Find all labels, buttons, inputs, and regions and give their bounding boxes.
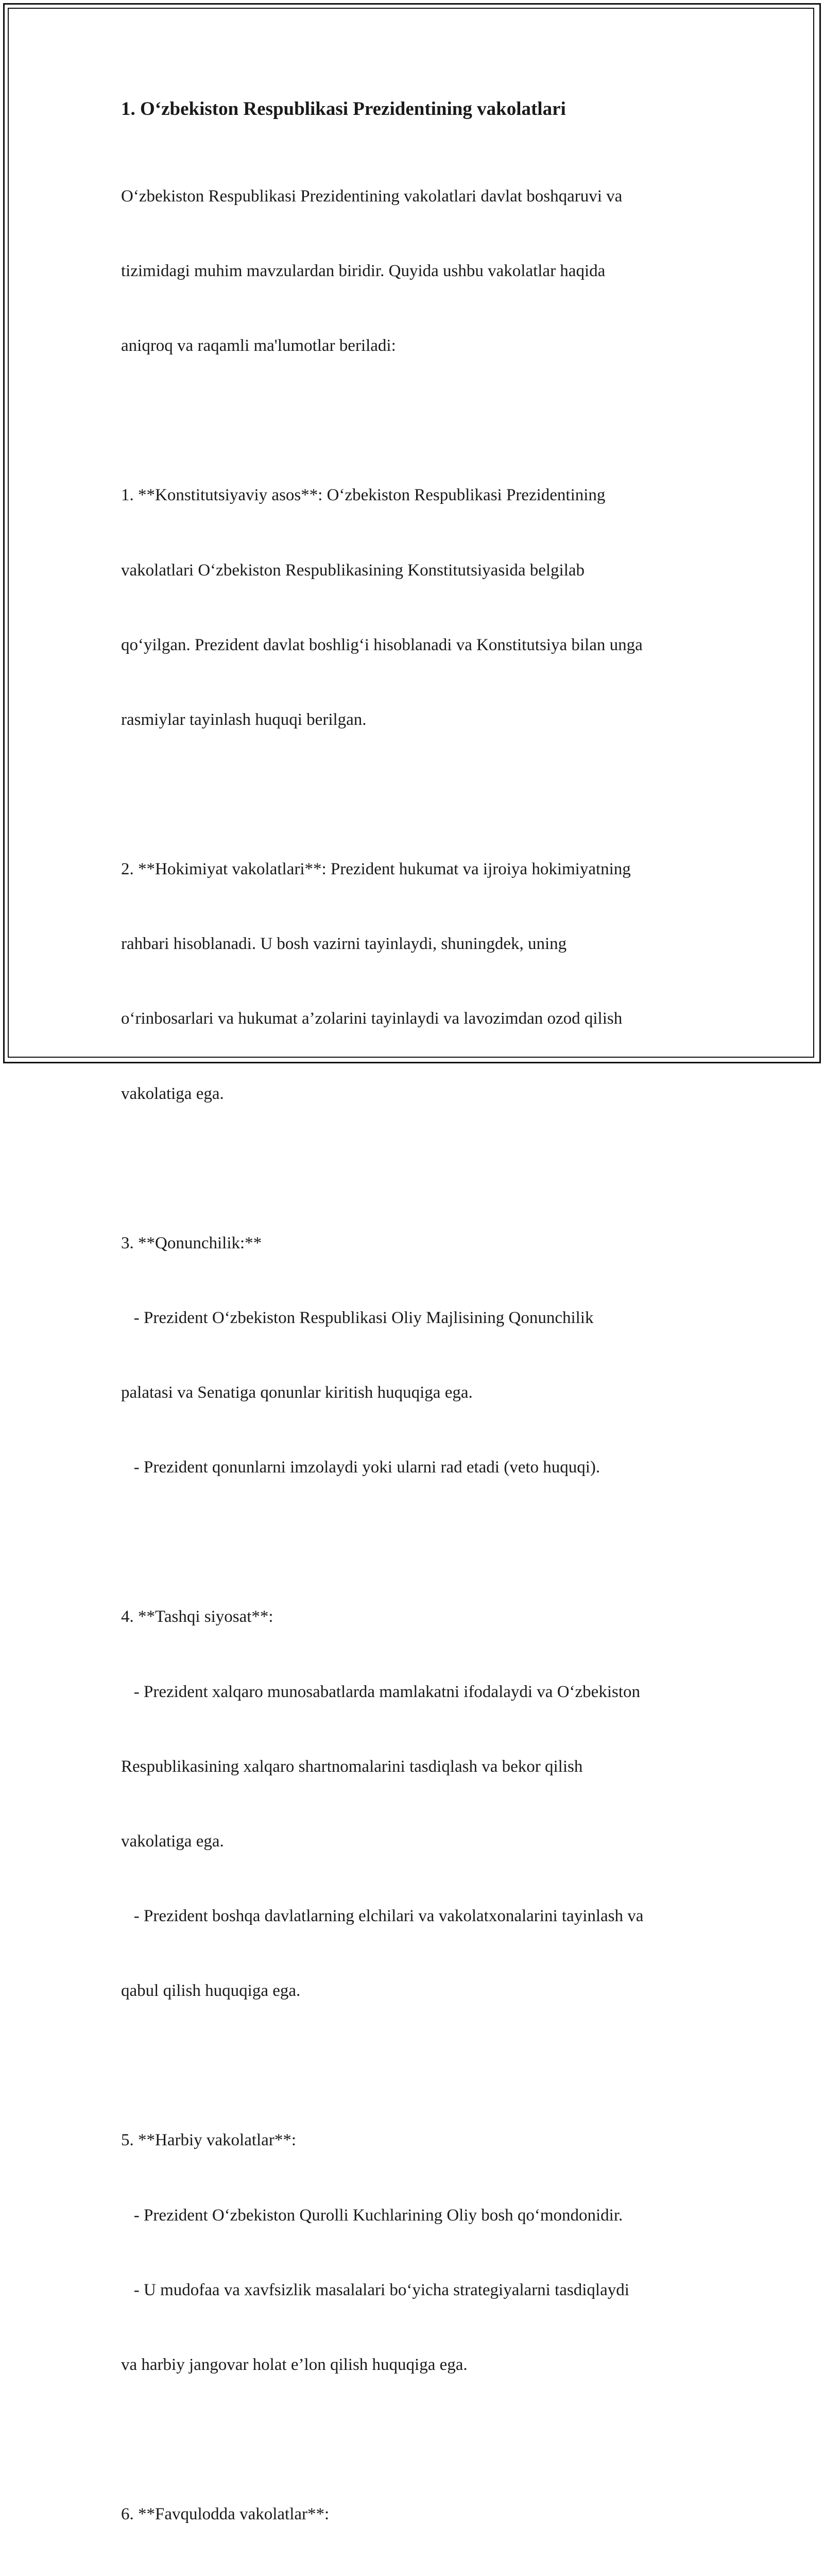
text-line: Respublikasining xalqaro shartnomalarini tasdiqlash va bekor qilish [121, 1757, 583, 1776]
item-constitutional-basis [121, 433, 713, 782]
text-line: - Prezident xalqaro munosabatlarda mamlakatni ifodalaydi va O‘zbekiston [121, 1682, 640, 1701]
item-military-powers [121, 2078, 713, 2428]
text-line: O‘zbekiston Respublikasi Prezidentining vakolatlari davlat boshqaruvi va [121, 187, 623, 206]
text-line: - Prezident O‘zbekiston Respublikasi Oliy Majlisining Qonunchilik [121, 1308, 594, 1327]
text-line: 4. **Tashqi siyosat**: [121, 1607, 273, 1626]
text-line: 2. **Hokimiyat vakolatlari**: Prezident hukumat va ijroiya hokimiyatning [121, 859, 631, 878]
text-line: 6. **Favqulodda vakolatlar**: [121, 2505, 330, 2524]
item-foreign-policy [121, 1555, 713, 2054]
text-line: 3. **Qonunchilik:** [121, 1233, 262, 1252]
document-body [121, 96, 713, 2576]
text-line: - Prezident boshqa davlatlarning elchilari va vakolatxonalarini tayinlash va [121, 1907, 644, 1926]
section-heading: 1. O‘zbekiston Respublikasi Prezidentining vakolatlari [121, 98, 566, 120]
text-line: o‘rinbosarlari va hukumat a’zolarini tayinlaydi va lavozimdan ozod qilish [121, 1009, 623, 1028]
item-authority-powers [121, 807, 713, 1156]
text-line: 1. **Konstitutsiyaviy asos**: O‘zbekiston Respublikasi Prezidentining [121, 486, 606, 505]
text-line: vakolatiga ega. [121, 1084, 224, 1103]
text-line: qo‘yilgan. Prezident davlat boshlig‘i hisoblanadi va Konstitutsiya bilan unga [121, 635, 643, 654]
text-line: - Prezident O‘zbekiston Qurolli Kuchlarining Oliy bosh qo‘mondonidir. [121, 2206, 623, 2225]
text-line: vakolatiga ega. [121, 1832, 224, 1851]
text-line: qabul qilish huquqiga ega. [121, 1981, 301, 2001]
text-line: aniqroq va raqamli ma'lumotlar beriladi: [121, 336, 396, 355]
text-line: rahbari hisoblanadi. U bosh vazirni tayinlaydi, shuningdek, uning [121, 935, 567, 954]
text-line: 5. **Harbiy vakolatlar**: [121, 2131, 296, 2150]
text-line: vakolatlari O‘zbekiston Respublikasining Konstitutsiyasida belgilab [121, 561, 585, 580]
item-emergency-powers [121, 2452, 713, 2576]
text-line: palatasi va Senatiga qonunlar kiritish huquqiga ega. [121, 1383, 473, 1402]
text-line: tizimidagi muhim mavzulardan biridir. Quyida ushbu vakolatlar haqida [121, 262, 606, 281]
text-line: - U mudofaa va xavfsizlik masalalari bo‘yicha strategiyalarni tasdiqlaydi [121, 2280, 629, 2299]
item-legislation [121, 1181, 713, 1530]
text-line: - Prezident qonunlarni imzolaydi yoki ularni rad etadi (veto huquqi). [121, 1458, 600, 1477]
intro-paragraph [121, 134, 713, 408]
text-line: rasmiylar tayinlash huquqi berilgan. [121, 710, 367, 729]
text-line: va harbiy jangovar holat e’lon qilish huquqiga ega. [121, 2355, 468, 2375]
